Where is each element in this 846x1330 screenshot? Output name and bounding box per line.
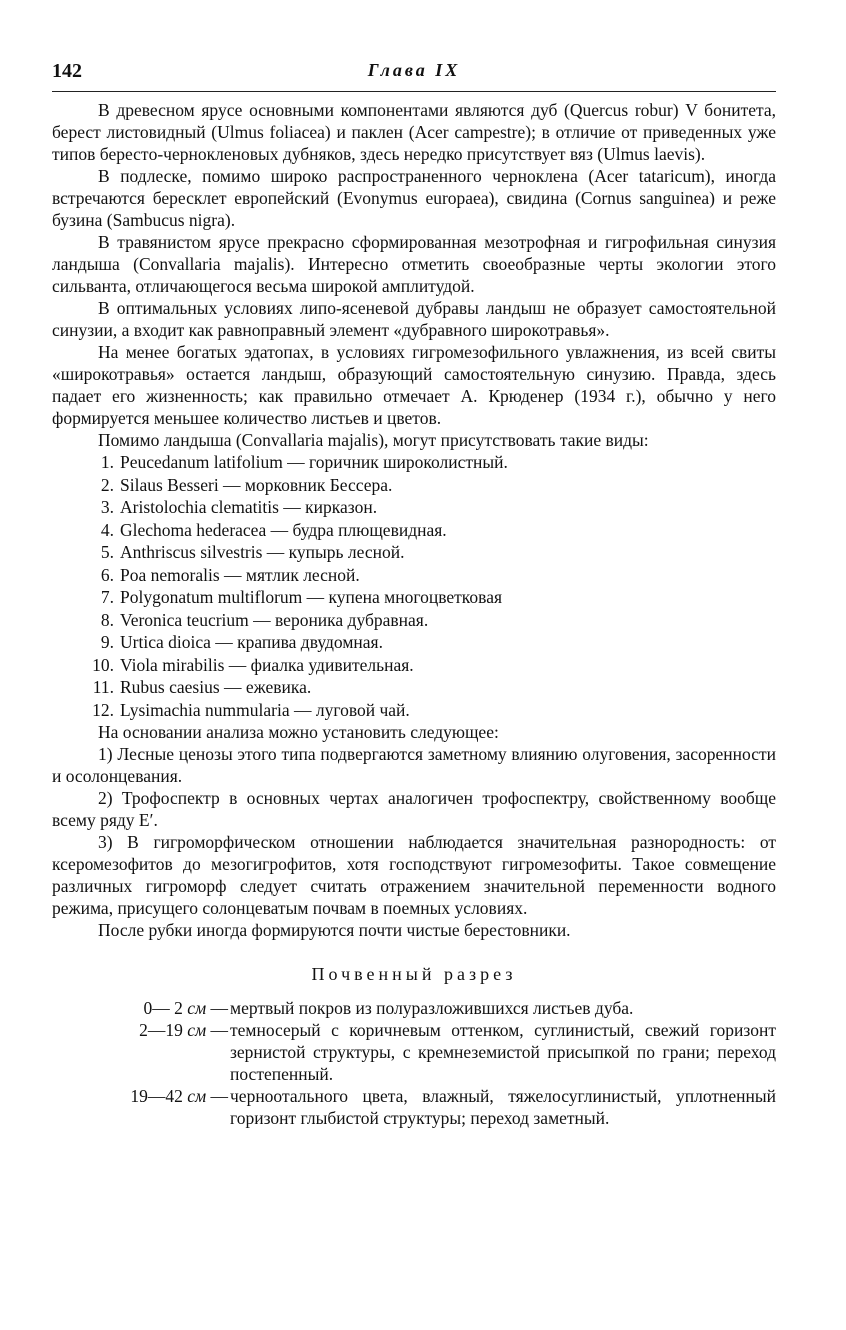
profile-row [52,1085,776,1129]
list-item [52,699,776,722]
running-title: Глава IX [367,60,461,80]
soil-profile [52,997,776,1129]
item-number: 1. [100,452,114,472]
item-number: 7. [100,587,114,607]
list-item [52,541,776,564]
item-text: Urtica dioica — крапива двудомная. [120,632,383,652]
item-text: Anthriscus silvestris — купырь лесной. [120,542,405,562]
item-text: Veronica teucrium — вероника дубравная. [120,609,429,630]
item-text: Lysimachia nummularia — луговой чай. [120,699,410,720]
list-item [52,474,776,497]
paragraph: 1) Лесные ценозы этого типа подвергаются заметному влиянию олуговения, засоренности и осолонцевания. [52,744,776,786]
species-list [52,451,776,721]
profile-row [52,997,776,1019]
paragraph: На основании анализа можно установить следующее: [98,722,499,742]
paragraph: В древесном ярусе основными компонентами являются дуб (Quercus robur) V бонитета, берест листовидный (Ulmus foliacea) и паклен (Acer campestre); в отличие от приведенных уже типов берестo-черноклeновых дубняков, здесь нередко присутствует вяз (Ulmus laevis). [52,100,776,164]
item-text: Aristolochia clematitis — кирказон. [120,497,378,517]
paragraph: В травянистом ярусе прекрасно сформированная мезотрофная и гигрофильная синузия ландыша (Convallaria majalis). Интересно отметить своеобразные черты экологии этого сильванта, отличающегося весьма широкой амплитудой. [52,232,776,296]
list-item [52,676,776,699]
page-number: 142 [52,60,82,82]
item-number: 12. [92,699,114,720]
paragraph: В оптимальных условиях липо-ясеневой дубравы ландыш не образует самостоятельной синузии, а входит как равноправный элемент «дубравного широкотравья». [52,298,776,340]
profile-row [52,1019,776,1085]
list-item [52,519,776,542]
depth-range: 2—19 см — [139,1020,228,1040]
list-item [52,451,776,474]
list-item [52,609,776,632]
horizon-description: темносерый с коричневым оттенком, суглинистый, свежий горизонт зернистой структуры, с кремнеземистой присыпкой по грани; переход постепенный. [230,1020,776,1084]
depth-unit: см [187,1020,207,1040]
item-number: 3. [100,497,114,517]
horizon-description: черноотального цвета, влажный, тяжелосуглинистый, уплотненный горизонт глыбистой структуры; переход заметный. [230,1086,776,1128]
paragraph: 2) Трофоспектр в основных чертах аналогичен трофоспектру, свойственному вообще всему ряду E′. [52,788,776,830]
item-number: 5. [100,542,114,562]
list-item [52,496,776,519]
depth-range: 19—42 см — [130,1086,228,1106]
item-text: Rubus caesius — ежевика. [120,677,312,697]
item-number: 8. [100,609,114,630]
item-text: Peucedanum latifolium — горичник широколистный. [120,452,508,472]
depth-value: 19—42 [130,1086,183,1106]
item-text: Silaus Besseri — морковник Бессера. [120,474,393,495]
paragraph: В подлеске, помимо широко распространенного черноклена (Acer tataricum), иногда встречаются бересклет европейский (Evonymus europaea), свидина (Cornus sanguinea) и реже бузина (Sambucus nigra). [52,166,776,230]
list-item [52,654,776,677]
depth-value: 0— 2 [143,998,183,1018]
section-heading: Почвенный разрез [311,964,517,984]
list-item [52,631,776,654]
depth-value: 2—19 [139,1020,183,1040]
paragraph: 3) В гигроморфическом отношении наблюдается значительная разнородность: от ксеромезофитов до мезогигрофитов, хотя господствуют гигромезофиты. Такое совмещение различных гигроморф следует считать отражением значительной переменности водного режима, присущего солонцеватым почвам в поемных условиях. [52,832,776,918]
item-text: Viola mirabilis — фиалка удивительная. [120,654,414,675]
header-rule [52,91,776,92]
item-text: Glechoma hederacea — будра плющевидная. [120,519,447,540]
horizon-description: мертвый покров из полуразложившихся листьев дуба. [230,998,634,1018]
page-header [52,60,776,90]
paragraph: На менее богатых эдатопах, в условиях гигромезофильного увлажнения, из всей свиты «широкотравья» остается ландыш, образующий самостоятельную синузию. Правда, здесь падает его жизненность; как правильно отмечает А. Крюденер (1934 г.), обычно у него формируется меньшее количество листьев и цветов. [52,342,776,428]
depth-unit: см [187,998,207,1018]
list-item [52,586,776,609]
page-body [52,99,776,1129]
paragraph: Помимо ландыша (Convallaria majalis), могут присутствовать такие виды: [98,430,649,450]
item-number: 9. [100,632,114,652]
paragraph: После рубки иногда формируются почти чистые берестовники. [98,920,571,940]
item-number: 4. [100,519,114,540]
item-number: 10. [92,654,114,675]
item-number: 11. [92,677,114,697]
list-item [52,564,776,587]
depth-range: 0— 2 см — [143,998,228,1018]
item-number: 2. [100,474,114,495]
item-text: Polygonatum multiflorum — купена многоцветковая [120,587,503,607]
item-text: Poa nemoralis — мятлик лесной. [120,564,360,585]
item-number: 6. [100,564,114,585]
depth-unit: см [187,1086,207,1106]
